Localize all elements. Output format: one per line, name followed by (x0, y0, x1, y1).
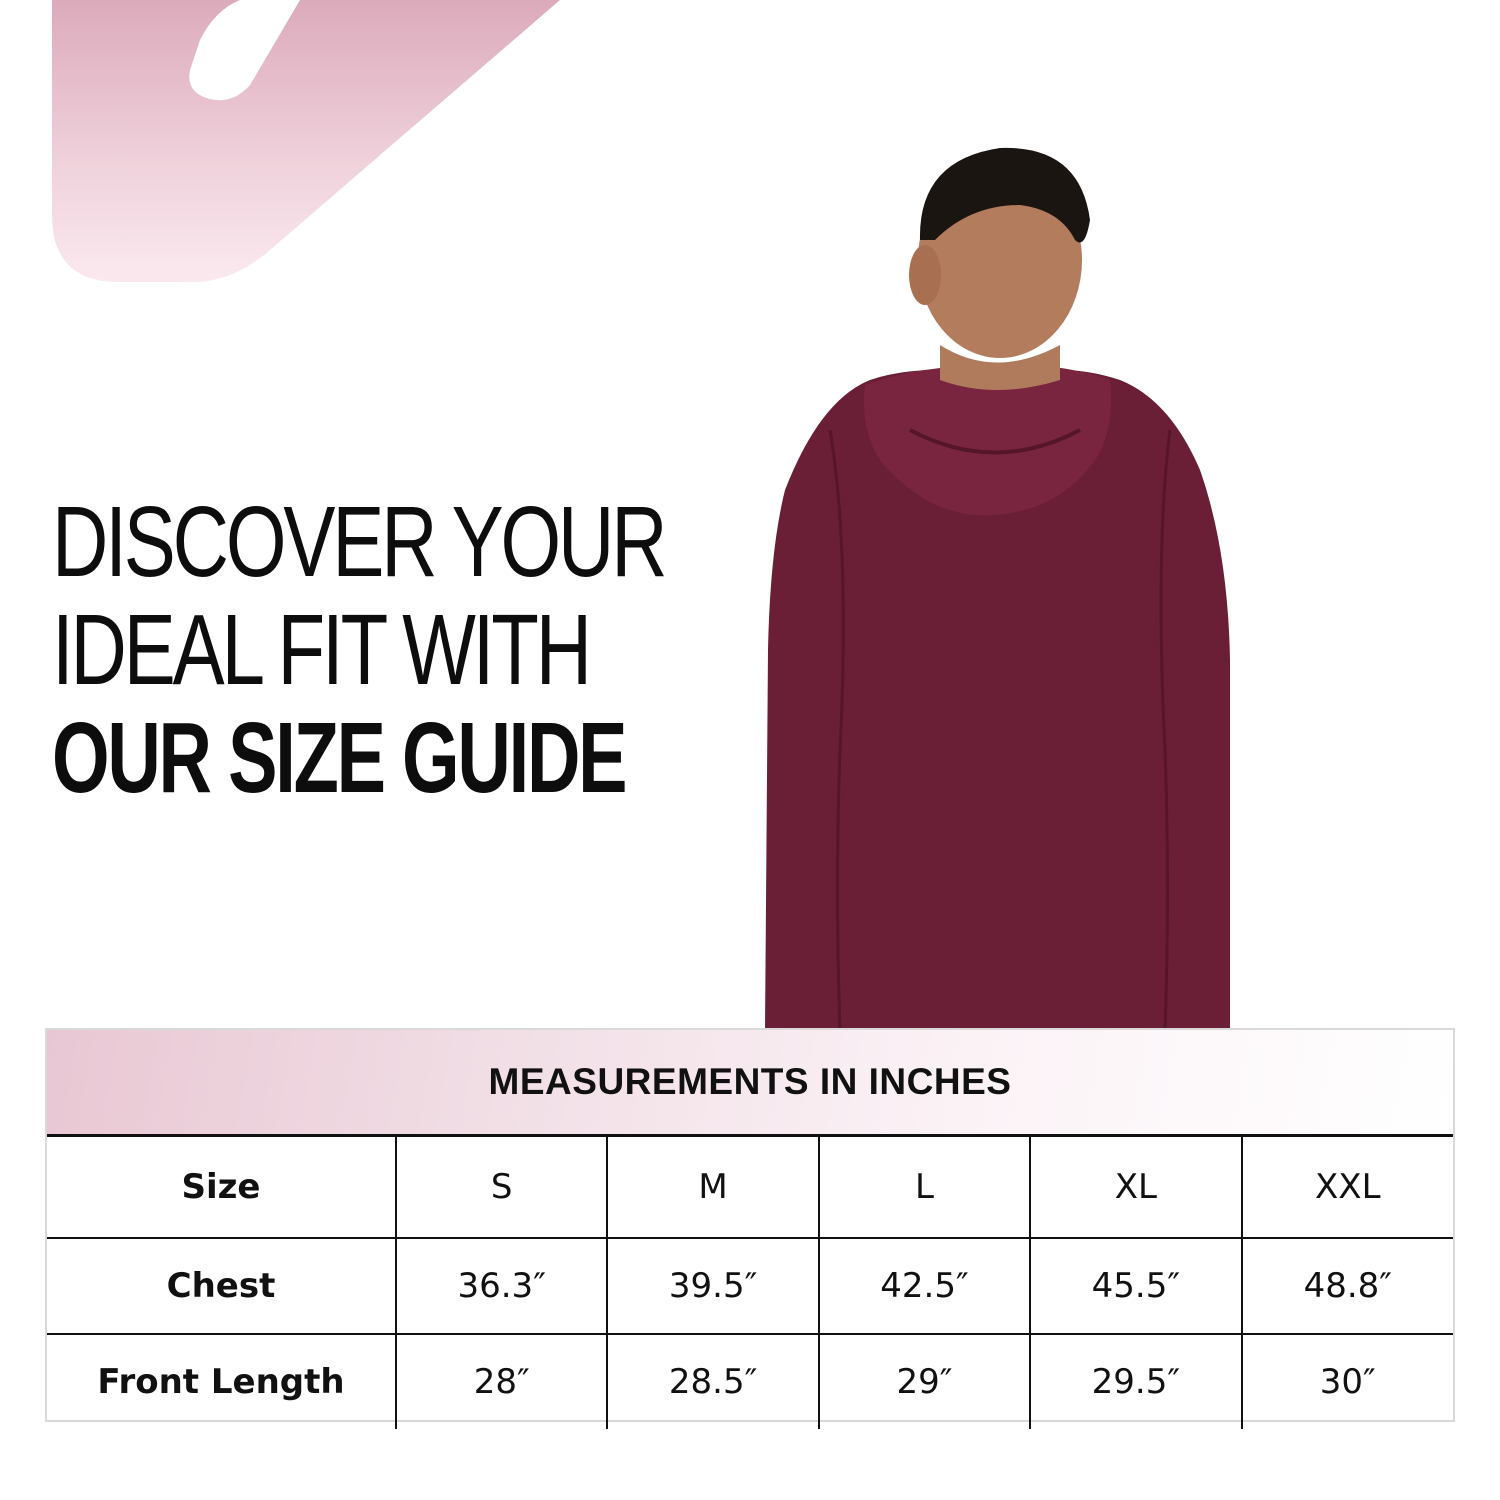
size-chart (45, 1028, 1455, 1422)
table-row (47, 1137, 1453, 1238)
table-row (47, 1334, 1453, 1429)
table-cell: L (819, 1137, 1030, 1238)
table-cell: 45.5″ (1030, 1238, 1241, 1334)
model-photo (760, 130, 1260, 1030)
table-cell: 28.5″ (607, 1334, 818, 1429)
table-cell: Front Length (47, 1334, 396, 1429)
decorative-swoosh (0, 0, 600, 300)
table-cell: 28″ (396, 1334, 607, 1429)
table-row (47, 1238, 1453, 1334)
table-cell: 30″ (1319, 1362, 1376, 1402)
table-cell: XXL (1242, 1137, 1453, 1238)
table-cell: 29.5″ (1030, 1334, 1241, 1429)
table-cell: Chest (47, 1238, 396, 1334)
headline-line-2: IDEAL FIT WITH (52, 594, 590, 706)
headline-line-1: DISCOVER YOUR (52, 486, 665, 598)
table-cell: XL (1030, 1137, 1241, 1238)
headline-line-3: OUR SIZE GUIDE (52, 702, 626, 814)
table-cell: S (396, 1137, 607, 1238)
table-cell: 29″ (819, 1334, 1030, 1429)
size-table (47, 1137, 1453, 1429)
table-cell: 42.5″ (819, 1238, 1030, 1334)
headline (52, 488, 752, 812)
size-chart-title: MEASUREMENTS IN INCHES (47, 1030, 1453, 1137)
table-cell: M (607, 1137, 818, 1238)
table-cell: Size (47, 1137, 396, 1238)
table-cell: 36.3″ (396, 1238, 607, 1334)
table-cell: 39.5″ (607, 1238, 818, 1334)
table-cell: 48.8″ (1242, 1238, 1453, 1334)
